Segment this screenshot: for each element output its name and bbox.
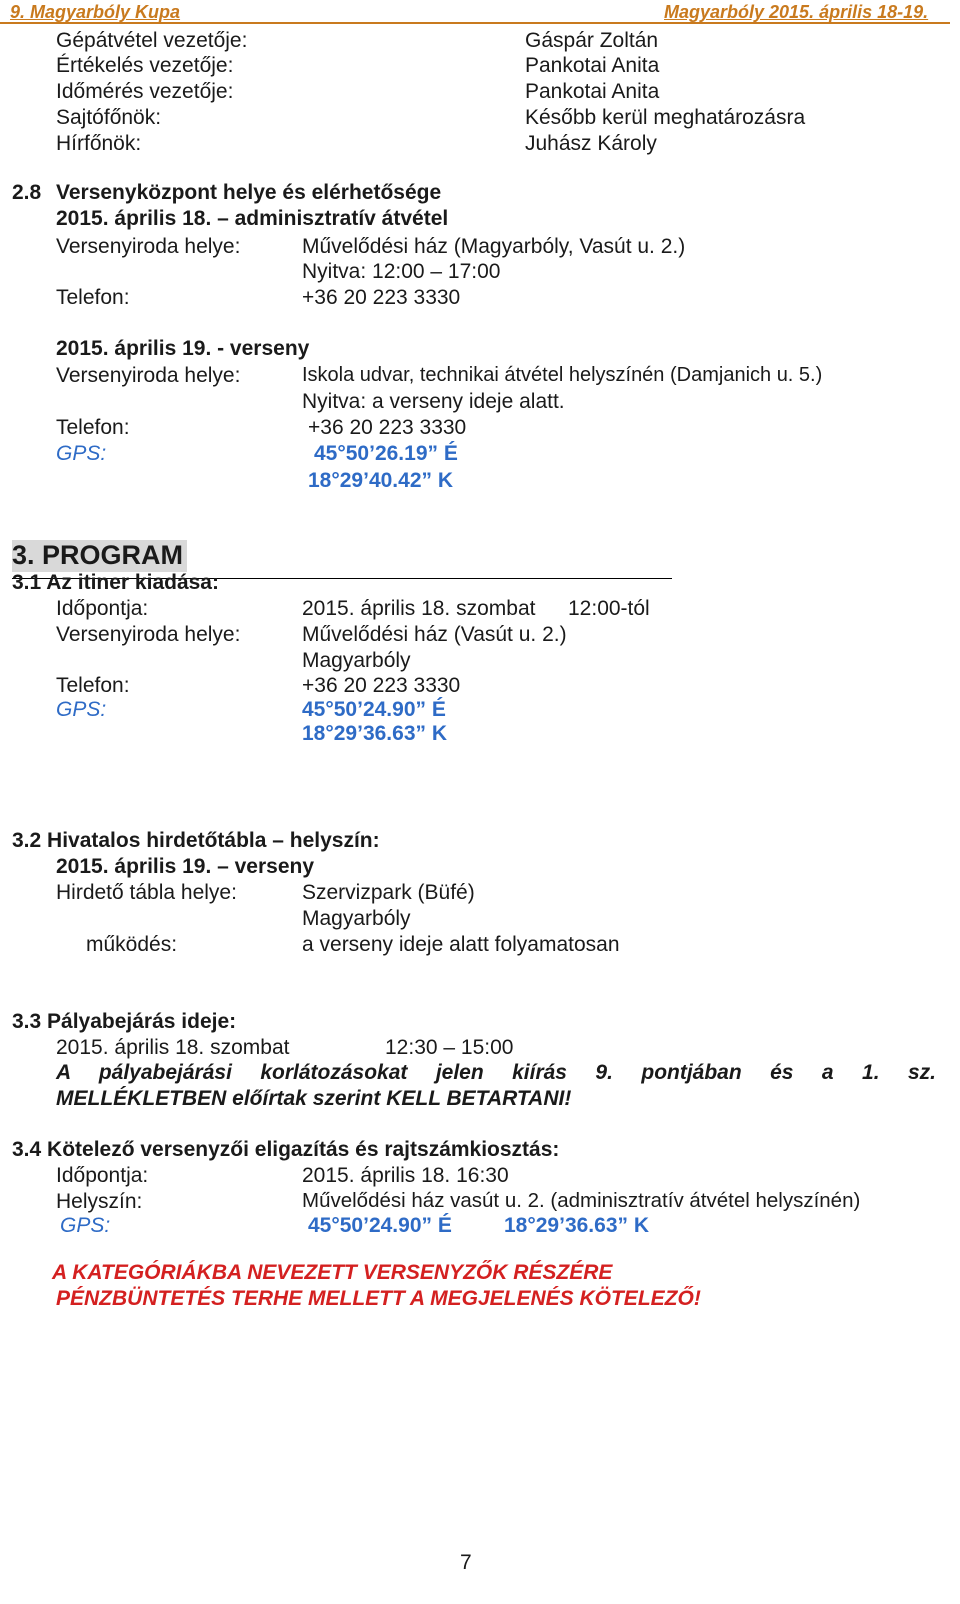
place-value: Művelődési ház vasút u. 2. (adminisztratív átvétel helyszínén): [302, 1189, 861, 1212]
office-label: Versenyiroda helye:: [56, 364, 241, 387]
gps-longitude: 18°29’40.42” K: [308, 469, 454, 492]
office-value: Iskola udvar, technikai átvétel helyszínén (Damjanich u. 5.): [302, 364, 823, 386]
phone-label: Telefon:: [56, 286, 130, 309]
phone-number: +36 20 223 3330: [308, 416, 467, 439]
program-heading: 3. PROGRAM: [12, 540, 187, 572]
gps-label: GPS:: [56, 442, 107, 465]
gps-longitude: 18°29’36.63” K: [504, 1214, 650, 1237]
day2-heading: 2015. április 19. - verseny: [56, 337, 310, 360]
official-value: Gáspár Zoltán: [525, 29, 659, 52]
warning-line: A KATEGÓRIÁKBA NEVEZETT VERSENYZŐK RÉSZÉRE: [52, 1261, 613, 1284]
day1-heading: 2015. április 18. – adminisztratív átvétel: [56, 207, 449, 230]
section-title: 3.3 Pályabejárás ideje:: [12, 1010, 237, 1033]
official-label: Sajtófőnök:: [56, 106, 162, 129]
time-label: Időpontja:: [56, 597, 149, 620]
gps-label: GPS:: [56, 698, 107, 721]
town-value: Magyarbóly: [302, 907, 411, 930]
official-value: Pankotai Anita: [525, 54, 660, 77]
header-right: Magyarbóly 2015. április 18-19.: [664, 2, 929, 22]
gps-latitude: 45°50’26.19” É: [314, 442, 458, 465]
header-left: 9. Magyarbóly Kupa: [10, 2, 181, 22]
header-rule: [0, 22, 950, 24]
gps-label: GPS:: [60, 1214, 111, 1237]
section-subtitle: 2015. április 19. – verseny: [56, 855, 315, 878]
official-value: Később kerül meghatározásra: [525, 106, 806, 129]
gps-longitude: 18°29’36.63” K: [302, 722, 448, 745]
gps-latitude: 45°50’24.90” É: [302, 698, 446, 721]
date-value: 2015. április 18. szombat: [302, 597, 536, 620]
official-value: Pankotai Anita: [525, 80, 660, 103]
restriction-note: A pályabejárási korlátozásokat jelen kiírás 9. pontjában és a 1. sz.: [56, 1061, 936, 1084]
official-label: Értékelés vezetője:: [56, 54, 234, 77]
official-label: Hírfőnök:: [56, 132, 142, 155]
section-number: 2.8: [12, 181, 42, 204]
official-value: Juhász Károly: [525, 132, 657, 155]
page-number: 7: [460, 1551, 472, 1574]
opening-hours: Nyitva: a verseny ideje alatt.: [302, 390, 565, 413]
phone-label: Telefon:: [56, 674, 130, 697]
phone-label: Telefon:: [56, 416, 130, 439]
restriction-note: MELLÉKLETBEN előírtak szerint KELL BETARTANI!: [56, 1087, 572, 1110]
office-value: Művelődési ház (Vasút u. 2.): [302, 623, 567, 646]
phone-number: +36 20 223 3330: [302, 674, 461, 697]
operation-label: működés:: [86, 933, 178, 956]
section-title: 3.4 Kötelező versenyzői eligazítás és rajtszámkiosztás:: [12, 1138, 560, 1161]
official-label: Időmérés vezetője:: [56, 80, 234, 103]
warning-line: PÉNZBÜNTETÉS TERHE MELLETT A MEGJELENÉS KÖTELEZŐ!: [56, 1287, 701, 1310]
board-label: Hirdető tábla helye:: [56, 881, 237, 904]
section-title: 3.1 Az itiner kiadása:: [12, 571, 219, 594]
time-value: 12:30 – 15:00: [385, 1036, 514, 1059]
section-title: Versenyközpont helye és elérhetősége: [56, 181, 442, 204]
town-value: Magyarbóly: [302, 649, 411, 672]
official-label: Gépátvétel vezetője:: [56, 29, 248, 52]
gps-latitude: 45°50’24.90” É: [308, 1214, 452, 1237]
board-value: Szervizpark (Büfé): [302, 881, 475, 904]
place-label: Helyszín:: [56, 1190, 143, 1213]
time-label: Időpontja:: [56, 1164, 149, 1187]
date-value: 2015. április 18. szombat: [56, 1036, 290, 1059]
opening-hours: Nyitva: 12:00 – 17:00: [302, 260, 501, 283]
section-title: 3.2 Hivatalos hirdetőtábla – helyszín:: [12, 829, 380, 852]
operation-value: a verseny ideje alatt folyamatosan: [302, 933, 620, 956]
office-label: Versenyiroda helye:: [56, 623, 241, 646]
office-label: Versenyiroda helye:: [56, 235, 241, 258]
phone-number: +36 20 223 3330: [302, 286, 461, 309]
office-value: Művelődési ház (Magyarbóly, Vasút u. 2.): [302, 235, 686, 258]
time-value: 12:00-tól: [568, 597, 650, 620]
time-value: 2015. április 18. 16:30: [302, 1164, 509, 1187]
